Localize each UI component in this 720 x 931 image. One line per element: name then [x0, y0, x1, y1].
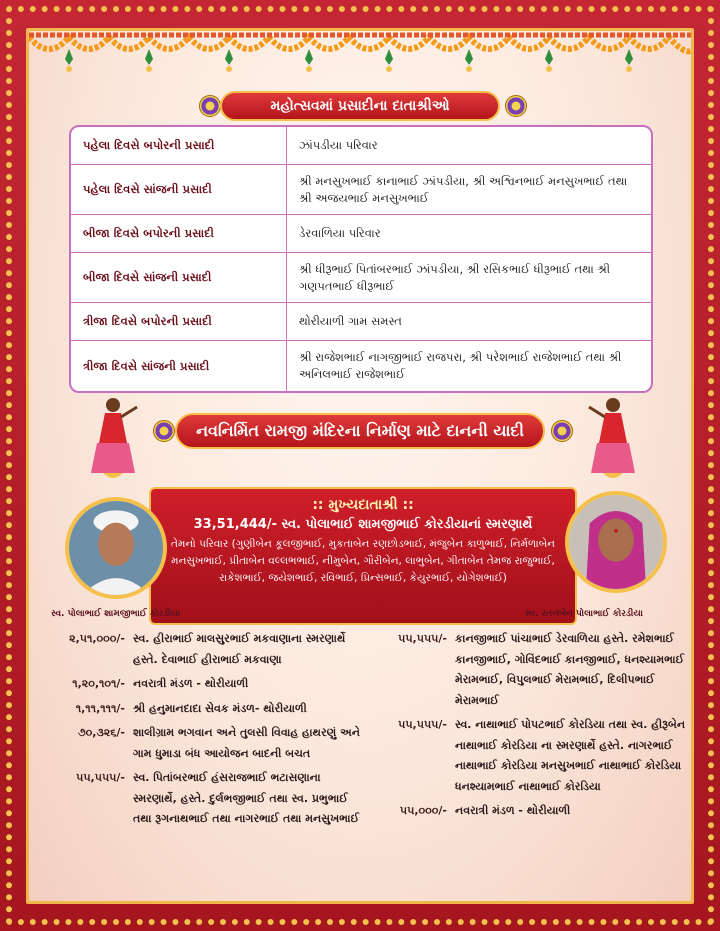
donation-amount: ૭૦,૩૨૬/- — [78, 726, 125, 739]
donation-amount: ૧,૨૦,૧૦૧/- — [72, 677, 125, 690]
flourish-left-icon — [199, 95, 221, 117]
row-donor: શ્રી ધીરૂભાઈ પિતાંબરભાઈ ઝાંપડીયા, શ્રી રસિકભાઈ ધીરૂભાઈ તથા શ્રી ગણપતભાઈ ધીરૂભાઈ — [287, 253, 651, 303]
donation-text: સ્વ. પિતાંબરભાઈ હંસરાજભાઈ ભટાસણાના સ્મરણાર્થે, હસ્તે. દુર્લભજીભાઈ તથા સ્વ. પ્રભુભાઈ તથા રૂગનાથભાઈ તથા નાગરભાઈ તથા મનસુખભાઈ — [133, 771, 360, 825]
row-label: પહેલા દિવસે સાંજની પ્રસાદી — [71, 165, 287, 215]
table-row — [71, 303, 651, 341]
donation-list-right — [365, 629, 691, 826]
table-row — [71, 127, 651, 165]
portrait-woman — [565, 491, 667, 593]
donation-text: કાનજીભાઈ પાંચાભાઈ ડેરવાળિયા હસ્તે. રમેશભાઈ કાનજીભાઈ, ગોવિંદભાઈ કાનજીભાઈ, ધનશ્યામભાઈ મેરામભાઈ, વિપુલભાઈ મેરામભાઈ, દિલીપભાઈ મેરામભાઈ — [455, 632, 685, 707]
portrait-caption-left: સ્વ. પોલાભાઈ શામજીભાઈ કોરડીયા — [51, 609, 181, 619]
donation-amount: ૧,૧૧,૧૧૧/- — [75, 701, 125, 715]
flourish-right-icon — [505, 95, 527, 117]
row-label: ત્રીજા દિવસે સાંજની પ્રસાદી — [71, 341, 287, 391]
list-item — [365, 629, 691, 711]
row-label: બીજા દિવસે સાંજની પ્રસાદી — [71, 253, 287, 303]
chief-donor-band — [149, 487, 577, 625]
list-item — [365, 715, 691, 797]
donation-amount: ૫૫,૫૫૫/- — [76, 771, 125, 784]
prasad-donors-table — [69, 125, 653, 393]
section-title-temple-donations: નવનિર્મિત રામજી મંદિરના નિર્માણ માટે દાનની યાદી — [175, 413, 545, 449]
donation-amount: ૫૫,૦૦૦/- — [399, 804, 447, 817]
donation-text: સ્વ. હીરાભાઈ માલસુરભાઈ મકવાણાના સ્મરણાર્થે હસ્તે. દેવાભાઈ હીરાભાઈ મકવાણા — [133, 632, 346, 666]
row-donor: ડેરવાળિયા પરિવાર — [287, 215, 651, 253]
row-donor: શ્રી રાજેશભાઈ નાગજીભાઈ રાજપરા, શ્રી પરેશભાઈ રાજેશભાઈ તથા શ્રી અનિલભાઈ રાજેશભાઈ — [299, 350, 622, 381]
donation-text: શાલીગ્રામ ભગવાન અને તુલસી વિવાહ હાથરણું અને ગામ ધુમાડા બંધ આયોજન બાદની બચત — [133, 726, 360, 760]
table-row — [71, 253, 651, 303]
table-row — [71, 215, 651, 253]
content-panel — [26, 28, 694, 904]
list-item — [37, 723, 363, 764]
donation-amount: ૫૫,૫૫૫/- — [398, 632, 447, 645]
donation-text: સ્વ. નાથાભાઈ પોપટભાઈ કોરડિયા તથા સ્વ. હીરૂબેન નાથાભાઈ કોરડિયા ના સ્મરણાર્થે હસ્તે. નાગરભાઈ નાથાભાઈ કોરડિયા મનસુખભાઈ નાથાભાઈ કોરડિયા ધનશ્યામભાઈ નાથાભાઈ કોરડિયા — [455, 718, 686, 793]
row-label: પહેલા દિવસે બપોરની પ્રસાદી — [71, 127, 287, 165]
row-label: ત્રીજા દિવસે બપોરની પ્રસાદી — [71, 303, 287, 341]
flourish-left-icon — [153, 420, 175, 442]
row-label: બીજા દિવસે બપોરની પ્રસાદી — [71, 215, 287, 253]
list-item — [37, 629, 363, 670]
section-title-prasad: મહોત્સવમાં પ્રસાદીના દાતાશ્રીઓ — [220, 91, 500, 121]
chief-donor-label: :: મુખ્યદાતાશ્રી :: — [312, 497, 414, 513]
row-donor: ઝાંપડીયા પરિવાર — [287, 127, 651, 165]
donation-list-left — [37, 629, 363, 834]
row-donor: થોરીયાળી ગામ સમસ્ત — [287, 303, 651, 341]
dancing-woman-left-icon — [83, 393, 143, 483]
chief-donor-family: તેમનો પરિવાર (ગુણીબેન કૂલજીભાઈ, મુકતાબેન રણછોડભાઈ, મંજુબેન કાળુભાઈ, નિર્મળાબેન મનસુખભાઈ, પ્રીતાબેન વલ્લભભાઈ, નીમુબેન, ગૌરીબેન, લાભુબેન, ગીતાબેન તેમજ રાજુભાઈ, રાકેશભાઈ, જયેશભાઈ, રવિભાઈ, પ્રિન્સભાઈ, કેયુરભાઈ, યોગેશભાઈ) — [170, 538, 555, 584]
list-item — [37, 699, 363, 720]
flourish-right-icon — [551, 420, 573, 442]
chief-donor-main: 33,51,444/- સ્વ. પોલાભાઈ શામજીભાઈ કોરડીયાનાં સ્મરણાર્થે — [193, 517, 533, 532]
portrait-man-icon — [69, 501, 163, 595]
donation-amount: ૫૫,૫૫૫/- — [398, 718, 447, 731]
donation-text: નવરાત્રી મંડળ - થોરીયાળી — [455, 804, 571, 817]
donation-amount: ૨,૫૧,૦૦૦/- — [69, 632, 125, 645]
donation-text: નવરાત્રી મંડળ - થોરીયાળી — [133, 677, 249, 690]
donation-text: શ્રી હનુમાનદાદા સેવક મંડળ- થોરીયાળી — [133, 701, 307, 715]
portrait-woman-icon — [569, 495, 663, 589]
dancing-woman-right-icon — [583, 393, 643, 483]
list-item — [37, 768, 363, 830]
row-donor: શ્રી મનસુખભાઈ કાનાભાઈ ઝાંપડીયા, શ્રી અશ્વિનભાઈ મનસુખભાઈ તથા શ્રી અજયભાઈ મનસુખભાઈ — [287, 165, 651, 215]
table-row — [71, 165, 651, 215]
portrait-caption-right: સ્વ. રતનબેન પોલાભાઈ કોરડીયા — [525, 609, 643, 619]
list-item — [365, 801, 691, 822]
list-item — [37, 674, 363, 695]
table-row — [71, 341, 651, 391]
marigold-garland-icon — [29, 31, 694, 75]
portrait-man — [65, 497, 167, 599]
